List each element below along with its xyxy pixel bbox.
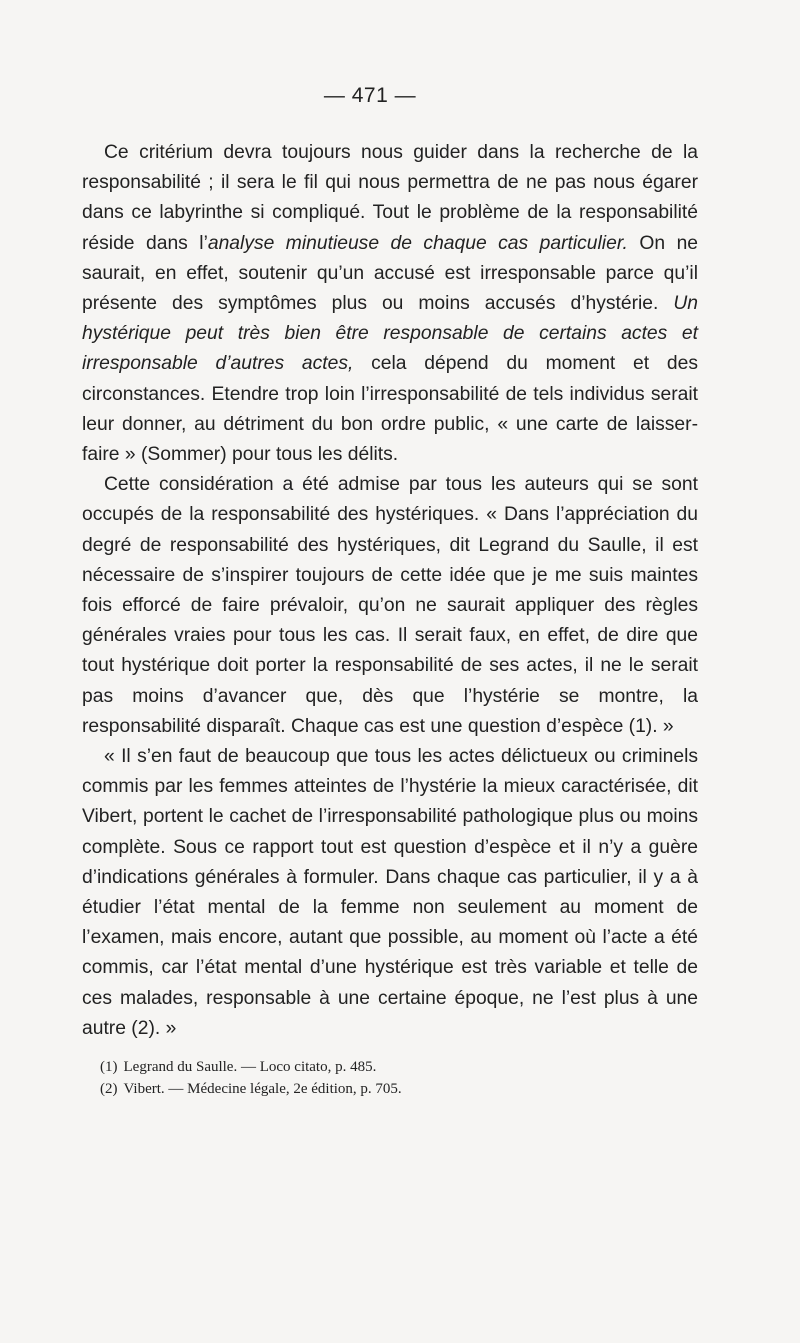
paragraph-text: Ce critérium devra toujours nous guider dans la recherche de la responsabilité ; il sera le fil qui nous permettra de ne pas nous égarer dans ce labyrinthe si compliqué. Tout le problème de la responsabilité réside dans l’	[82, 142, 698, 254]
paragraph	[82, 470, 698, 742]
footnotes	[100, 1056, 660, 1100]
italic-text: analyse minutieuse de chaque cas particulier.	[207, 232, 628, 254]
paragraph-text: Cette considération a été admise par tous les auteurs qui se sont occupés de la responsabilité des hystériques. « Dans l’appréciation du degré de responsabilité des hystériques, dit Legrand du Saulle, il est nécessaire de s’inspirer toujours de cette idée que je me suis maintes fois efforcé de faire prévaloir, qu’on ne saurait appliquer des règles générales vraies pour tous les cas. Il serait faux, en effet, de dire que tout hystérique doit porter la responsabilité de ses actes, il ne le serait pas moins d’avancer que, dès que l’hystérie se montre, la responsabilité disparaît. Chaque cas est une question d’espèce (1). »	[82, 474, 698, 737]
paragraph	[82, 138, 698, 470]
body-text	[82, 138, 698, 1044]
footnote-text: Vibert. — Médecine légale, 2e édition, p. 705.	[123, 1081, 402, 1097]
footnote-text: Legrand du Saulle. — Loco citato, p. 485.	[123, 1059, 377, 1075]
paragraph-text: « Il s’en faut de beaucoup que tous les actes délictueux ou criminels commis par les femmes atteintes de l’hystérie la mieux caractérisée, dit Vibert, portent le cachet de l’irresponsabilité pathologique plus ou moins complète. Sous ce rapport tout est question d’espèce et il n’y a guère d’indications générales à formuler. Dans chaque cas particulier, il y a à étudier l’état mental de la femme non seulement au moment de l’examen, mais encore, autant que possible, au moment où l’acte a été commis, car l’état mental d’une hystérique est très variable et telle de ces malades, responsable à une certaine époque, ne l’est plus à une autre (2). »	[82, 746, 698, 1039]
page-number: — 471 —	[323, 84, 417, 107]
footnote-mark: (2)	[100, 1081, 118, 1097]
paragraph-text: cela dépend du moment et des circonstances. Etendre trop loin l’irresponsabilité de tels individus serait leur donner, au détriment du bon ordre public, « une carte de laisser-faire » (Sommer) pour tous les délits.	[82, 353, 698, 466]
footnote	[100, 1056, 660, 1078]
paragraph	[82, 742, 698, 1044]
footnote	[100, 1078, 660, 1100]
footnote-mark: (1)	[100, 1059, 118, 1075]
italic-text: Un hystérique peut très bien être responsable de certains actes et irresponsable d’autres actes,	[82, 293, 698, 375]
paragraph-text: On ne saurait, en effet, soutenir qu’un accusé est irresponsable parce qu’il présente des symptômes plus ou moins accusés d’hystérie.	[82, 232, 699, 315]
